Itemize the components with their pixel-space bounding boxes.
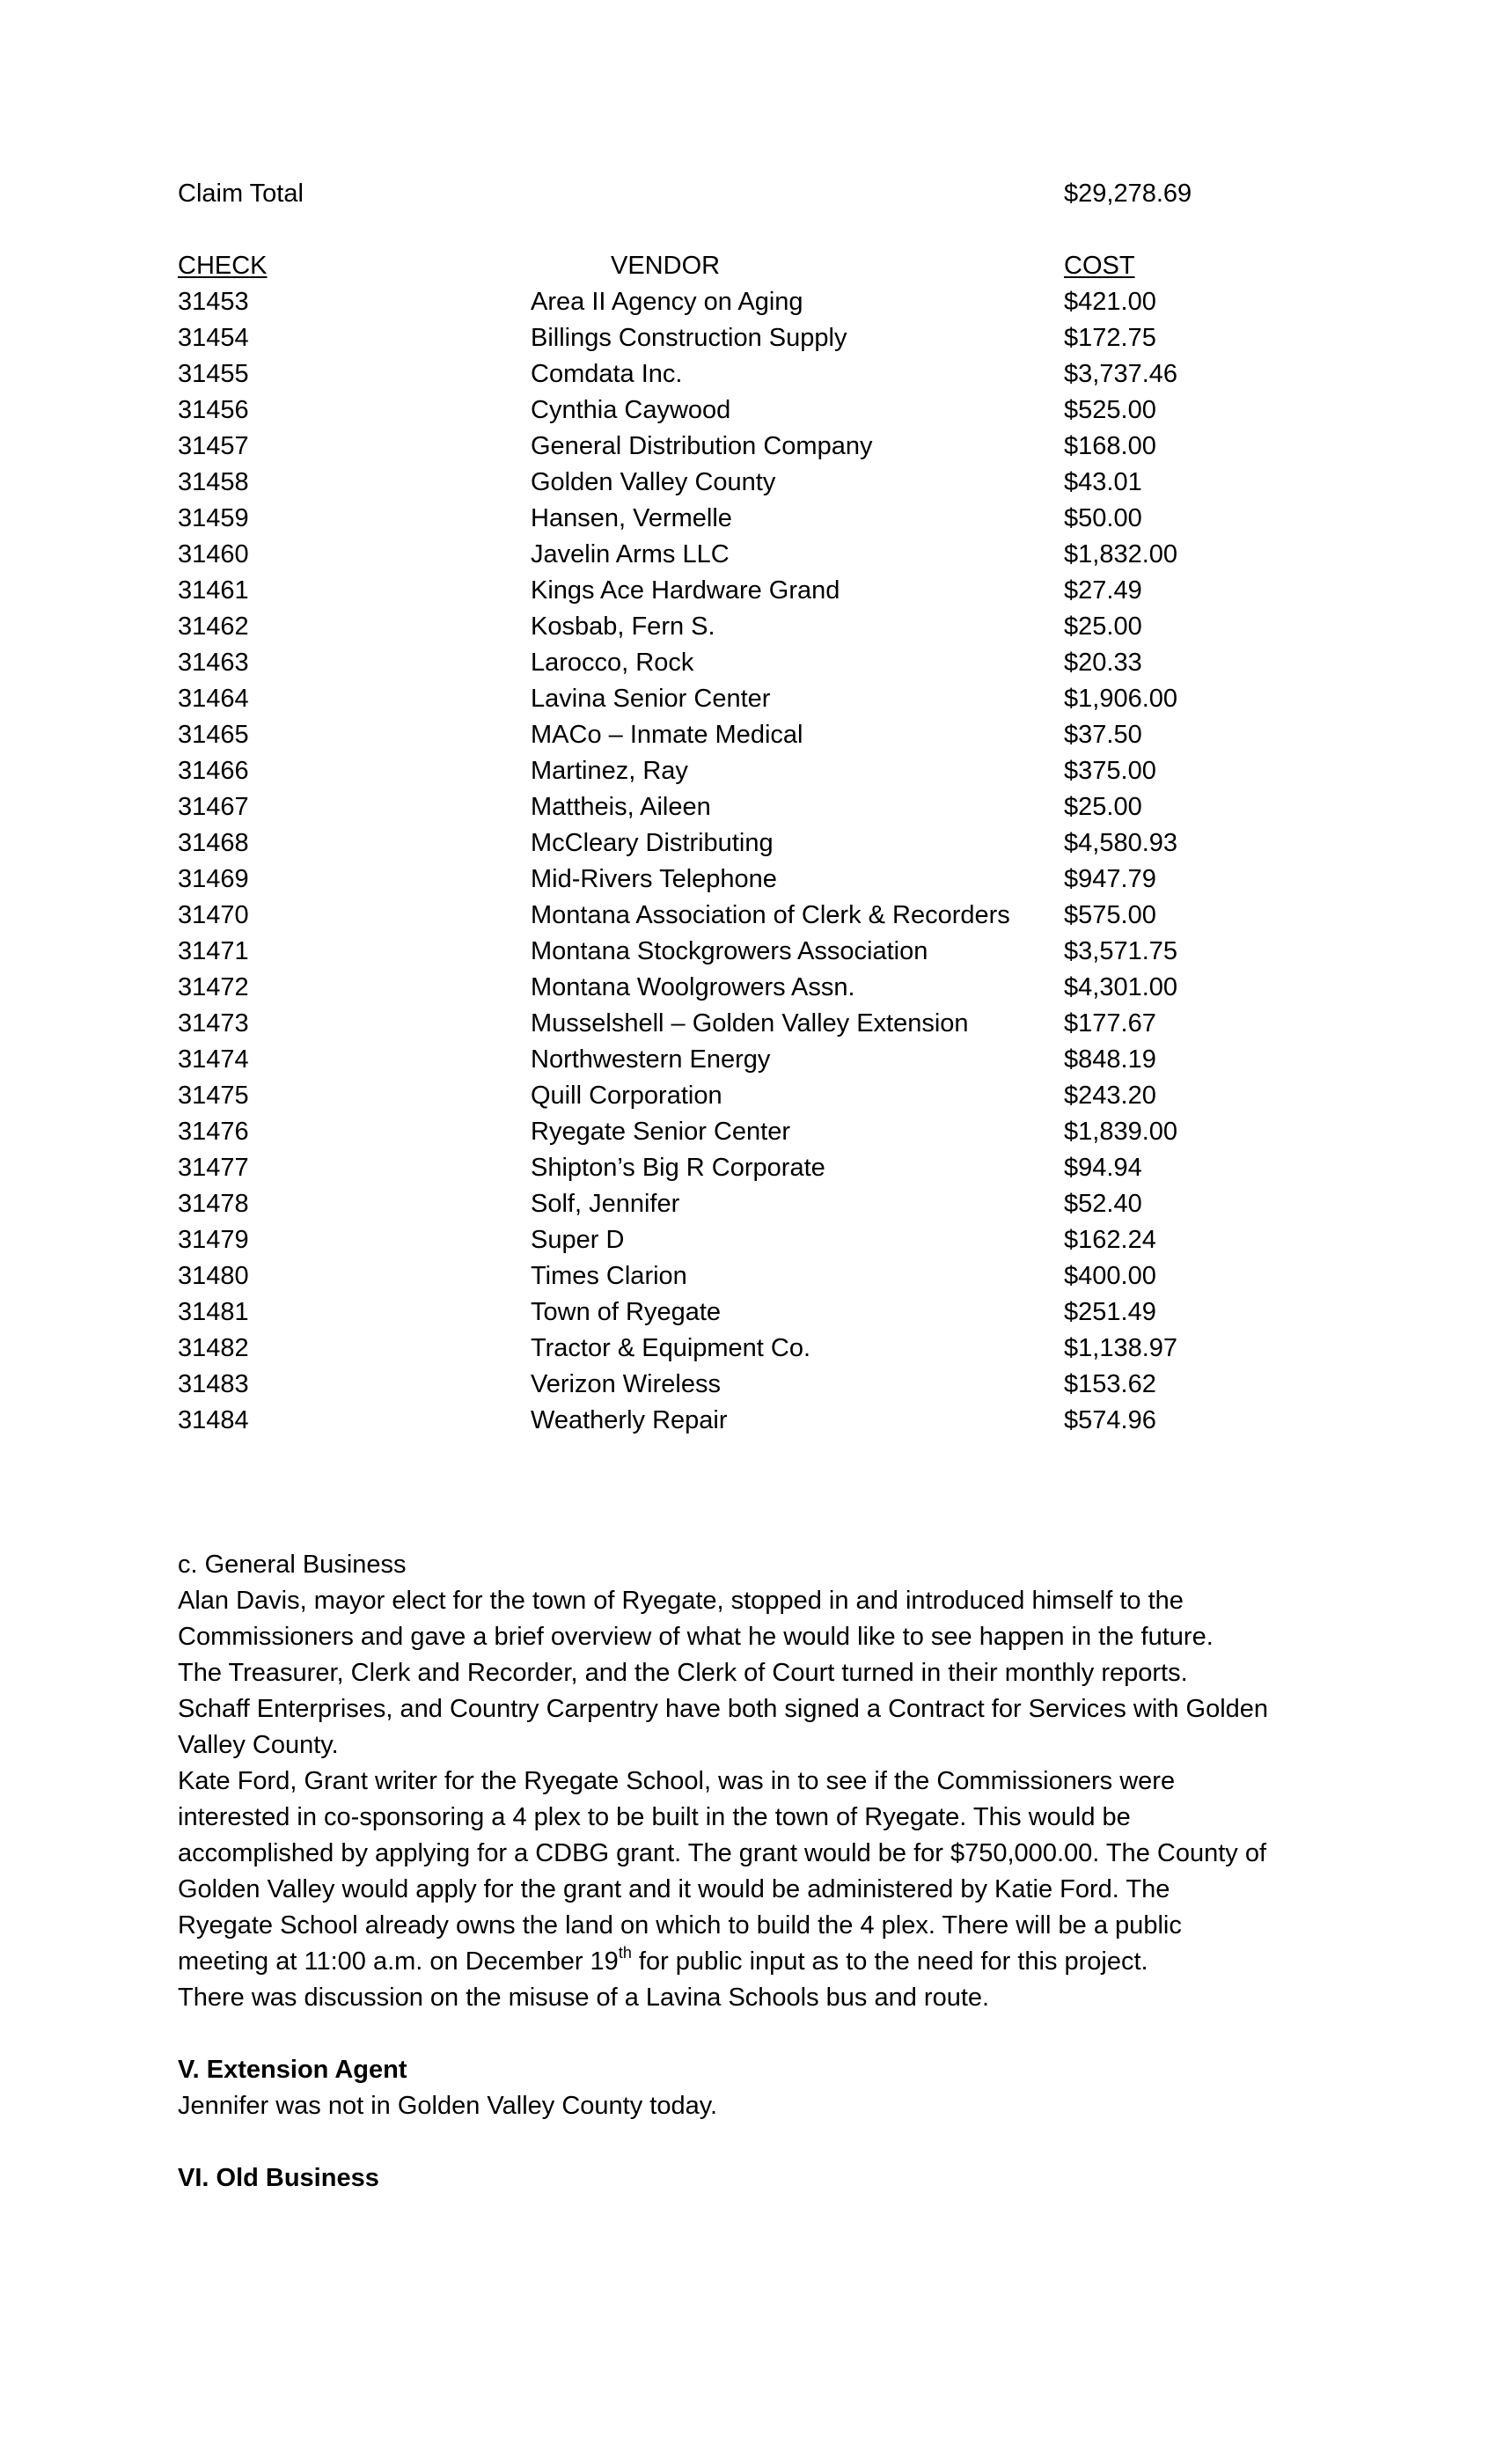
claims-table	[178, 248, 1339, 1439]
table-row	[178, 753, 1339, 789]
general-business-meeting-line	[178, 1944, 1339, 1980]
old-business-heading: VI. Old Business	[178, 2164, 379, 2192]
table-row	[178, 898, 1339, 934]
check-cell: 31474	[178, 1045, 249, 1074]
cost-cell: $27.49	[1064, 576, 1142, 605]
cost-cell: $574.96	[1064, 1406, 1156, 1434]
table-row	[178, 320, 1339, 356]
table-row	[178, 862, 1339, 898]
extension-agent-text: Jennifer was not in Golden Valley County today.	[178, 2092, 718, 2120]
vendor-cell: Kosbab, Fern S.	[531, 612, 715, 641]
cost-cell: $3,737.46	[1064, 360, 1178, 388]
cost-cell: $575.00	[1064, 901, 1156, 929]
document-content	[178, 176, 1339, 2196]
table-row	[178, 1331, 1339, 1367]
table-row	[178, 429, 1339, 465]
cost-cell: $3,571.75	[1064, 937, 1178, 965]
table-row	[178, 645, 1339, 681]
check-cell: 31467	[178, 793, 249, 821]
paragraph-line: Schaff Enterprises, and Country Carpentry have both signed a Contract for Services with Golden	[178, 1695, 1269, 1723]
claims-table-body	[178, 284, 1339, 1439]
table-row	[178, 934, 1339, 970]
paragraph-line: Alan Davis, mayor elect for the town of Ryegate, stopped in and introduced himself to the	[178, 1587, 1184, 1615]
check-cell: 31464	[178, 685, 249, 713]
section-spacer	[178, 2016, 1339, 2052]
cost-cell: $25.00	[1064, 793, 1142, 821]
vendor-cell: McCleary Distributing	[531, 829, 774, 857]
cost-cell: $52.40	[1064, 1190, 1142, 1218]
table-row	[178, 1367, 1339, 1403]
paragraph-line: Kate Ford, Grant writer for the Ryegate School, was in to see if the Commissioners were	[178, 1767, 1176, 1795]
check-cell: 31456	[178, 396, 249, 424]
cost-cell: $243.20	[1064, 1082, 1156, 1110]
check-column-header: CHECK	[178, 252, 268, 280]
paragraph-line: Commissioners and gave a brief overview of what he would like to see happen in the future.	[178, 1623, 1214, 1651]
check-cell: 31453	[178, 288, 249, 316]
table-row	[178, 717, 1339, 753]
cost-cell: $172.75	[1064, 324, 1156, 352]
vendor-cell: Javelin Arms LLC	[531, 540, 730, 568]
vendor-cell: Tractor & Equipment Co.	[531, 1334, 811, 1362]
cost-cell: $43.01	[1064, 468, 1142, 496]
check-cell: 31477	[178, 1154, 249, 1182]
paragraph-line: accomplished by applying for a CDBG grant. The grant would be for $750,000.00. The County of	[178, 1839, 1267, 1867]
meeting-line-after: for public input as to the need for this project.	[631, 1947, 1148, 1976]
general-business-last-line: There was discussion on the misuse of a Lavina Schools bus and route.	[178, 1984, 990, 2012]
check-cell: 31466	[178, 757, 249, 785]
cost-cell: $162.24	[1064, 1226, 1156, 1254]
vendor-cell: Montana Stockgrowers Association	[531, 937, 928, 965]
check-cell: 31462	[178, 612, 249, 641]
old-business-section	[178, 2160, 1339, 2196]
paragraph-line: Ryegate School already owns the land on which to build the 4 plex. There will be a public	[178, 1911, 1182, 1940]
check-cell: 31481	[178, 1298, 249, 1326]
check-cell: 31469	[178, 865, 249, 893]
vendor-cell: Verizon Wireless	[531, 1370, 721, 1398]
check-cell: 31473	[178, 1009, 249, 1038]
table-row	[178, 1114, 1339, 1150]
general-business-text	[178, 1583, 1339, 1944]
general-business-section	[178, 1547, 1339, 2016]
check-cell: 31458	[178, 468, 249, 496]
cost-cell: $525.00	[1064, 396, 1156, 424]
cost-cell: $50.00	[1064, 504, 1142, 532]
vendor-cell: Montana Association of Clerk & Recorders	[531, 901, 1010, 929]
vendor-cell: MACo – Inmate Medical	[531, 721, 803, 749]
cost-cell: $37.50	[1064, 721, 1142, 749]
check-cell: 31457	[178, 432, 249, 460]
vendor-cell: Kings Ace Hardware Grand	[531, 576, 840, 605]
table-row	[178, 1294, 1339, 1331]
vendor-cell: Weatherly Repair	[531, 1406, 728, 1434]
paragraph-line: Valley County.	[178, 1731, 339, 1759]
table-row	[178, 537, 1339, 573]
cost-cell: $1,906.00	[1064, 685, 1178, 713]
cost-cell: $1,138.97	[1064, 1334, 1178, 1362]
table-row	[178, 465, 1339, 501]
cost-cell: $947.79	[1064, 865, 1156, 893]
cost-cell: $4,580.93	[1064, 829, 1178, 857]
vendor-cell: Montana Woolgrowers Assn.	[531, 973, 855, 1001]
extension-agent-section	[178, 2052, 1339, 2124]
vendor-cell: Mid-Rivers Telephone	[531, 865, 777, 893]
table-row	[178, 1006, 1339, 1042]
check-cell: 31478	[178, 1190, 249, 1218]
section-spacer	[178, 2124, 1339, 2160]
vendor-cell: Super D	[531, 1226, 625, 1254]
check-cell: 31470	[178, 901, 249, 929]
claim-total-row	[178, 176, 1339, 212]
meeting-line-superscript: th	[618, 1944, 632, 1962]
cost-cell: $375.00	[1064, 757, 1156, 785]
cost-cell: $177.67	[1064, 1009, 1156, 1038]
vendor-column-header: VENDOR	[611, 252, 721, 280]
table-row	[178, 609, 1339, 645]
table-row	[178, 573, 1339, 609]
check-cell: 31460	[178, 540, 249, 568]
cost-cell: $94.94	[1064, 1154, 1142, 1182]
cost-cell: $251.49	[1064, 1298, 1156, 1326]
cost-cell: $1,839.00	[1064, 1118, 1178, 1146]
vendor-cell: Solf, Jennifer	[531, 1190, 680, 1218]
check-cell: 31455	[178, 360, 249, 388]
table-row	[178, 1078, 1339, 1114]
cost-cell: $421.00	[1064, 288, 1156, 316]
vendor-cell: Billings Construction Supply	[531, 324, 847, 352]
vendor-cell: Larocco, Rock	[531, 649, 694, 677]
table-row	[178, 1150, 1339, 1186]
vendor-cell: Area II Agency on Aging	[531, 288, 803, 316]
vendor-cell: Comdata Inc.	[531, 360, 683, 388]
claims-table-header	[178, 248, 1339, 284]
vendor-cell: Shipton’s Big R Corporate	[531, 1154, 825, 1182]
check-cell: 31459	[178, 504, 249, 532]
check-cell: 31479	[178, 1226, 249, 1254]
table-row	[178, 501, 1339, 537]
vendor-cell: Town of Ryegate	[531, 1298, 722, 1326]
check-cell: 31465	[178, 721, 249, 749]
check-cell: 31471	[178, 937, 249, 965]
check-cell: 31454	[178, 324, 249, 352]
cost-cell: $153.62	[1064, 1370, 1156, 1398]
vendor-cell: Northwestern Energy	[531, 1045, 771, 1074]
table-row	[178, 681, 1339, 717]
check-cell: 31482	[178, 1334, 249, 1362]
claim-total-label: Claim Total	[178, 180, 304, 208]
vendor-cell: Quill Corporation	[531, 1082, 722, 1110]
check-cell: 31483	[178, 1370, 249, 1398]
table-row	[178, 1042, 1339, 1078]
vendor-cell: General Distribution Company	[531, 432, 873, 460]
table-row	[178, 392, 1339, 429]
cost-cell: $168.00	[1064, 432, 1156, 460]
paragraph-line: interested in co-sponsoring a 4 plex to be built in the town of Ryegate. This would be	[178, 1803, 1131, 1831]
table-row	[178, 970, 1339, 1006]
table-row	[178, 356, 1339, 392]
vendor-cell: Times Clarion	[531, 1262, 687, 1290]
cost-cell: $4,301.00	[1064, 973, 1178, 1001]
claim-total-value: $29,278.69	[1064, 180, 1192, 208]
table-row	[178, 1403, 1339, 1439]
vendor-cell: Cynthia Caywood	[531, 396, 731, 424]
check-cell: 31468	[178, 829, 249, 857]
cost-cell: $25.00	[1064, 612, 1142, 641]
check-cell: 31472	[178, 973, 249, 1001]
table-row	[178, 1258, 1339, 1294]
paragraph-line: The Treasurer, Clerk and Recorder, and the Clerk of Court turned in their monthly reports.	[178, 1659, 1188, 1687]
table-row	[178, 1222, 1339, 1258]
paragraph-line: Golden Valley would apply for the grant and it would be administered by Katie Ford. The	[178, 1875, 1170, 1903]
vendor-cell: Mattheis, Aileen	[531, 793, 711, 821]
vendor-cell: Hansen, Vermelle	[531, 504, 732, 532]
general-business-heading: c. General Business	[178, 1551, 407, 1579]
cost-cell: $20.33	[1064, 649, 1142, 677]
table-row	[178, 284, 1339, 320]
check-cell: 31475	[178, 1082, 249, 1110]
meeting-line-before: meeting at 11:00 a.m. on December 19	[178, 1947, 619, 1976]
vendor-cell: Musselshell – Golden Valley Extension	[531, 1009, 969, 1038]
check-cell: 31484	[178, 1406, 249, 1434]
check-cell: 31461	[178, 576, 249, 605]
vendor-cell: Ryegate Senior Center	[531, 1118, 790, 1146]
table-row	[178, 789, 1339, 825]
table-row	[178, 1186, 1339, 1222]
table-row	[178, 825, 1339, 862]
extension-agent-heading: V. Extension Agent	[178, 2056, 407, 2084]
cost-cell: $1,832.00	[1064, 540, 1178, 568]
cost-cell: $848.19	[1064, 1045, 1156, 1074]
check-cell: 31480	[178, 1262, 249, 1290]
vendor-cell: Martinez, Ray	[531, 757, 688, 785]
check-cell: 31476	[178, 1118, 249, 1146]
check-cell: 31463	[178, 649, 249, 677]
vendor-cell: Golden Valley County	[531, 468, 776, 496]
vendor-cell: Lavina Senior Center	[531, 685, 771, 713]
cost-cell: $400.00	[1064, 1262, 1156, 1290]
cost-column-header: COST	[1064, 252, 1135, 280]
